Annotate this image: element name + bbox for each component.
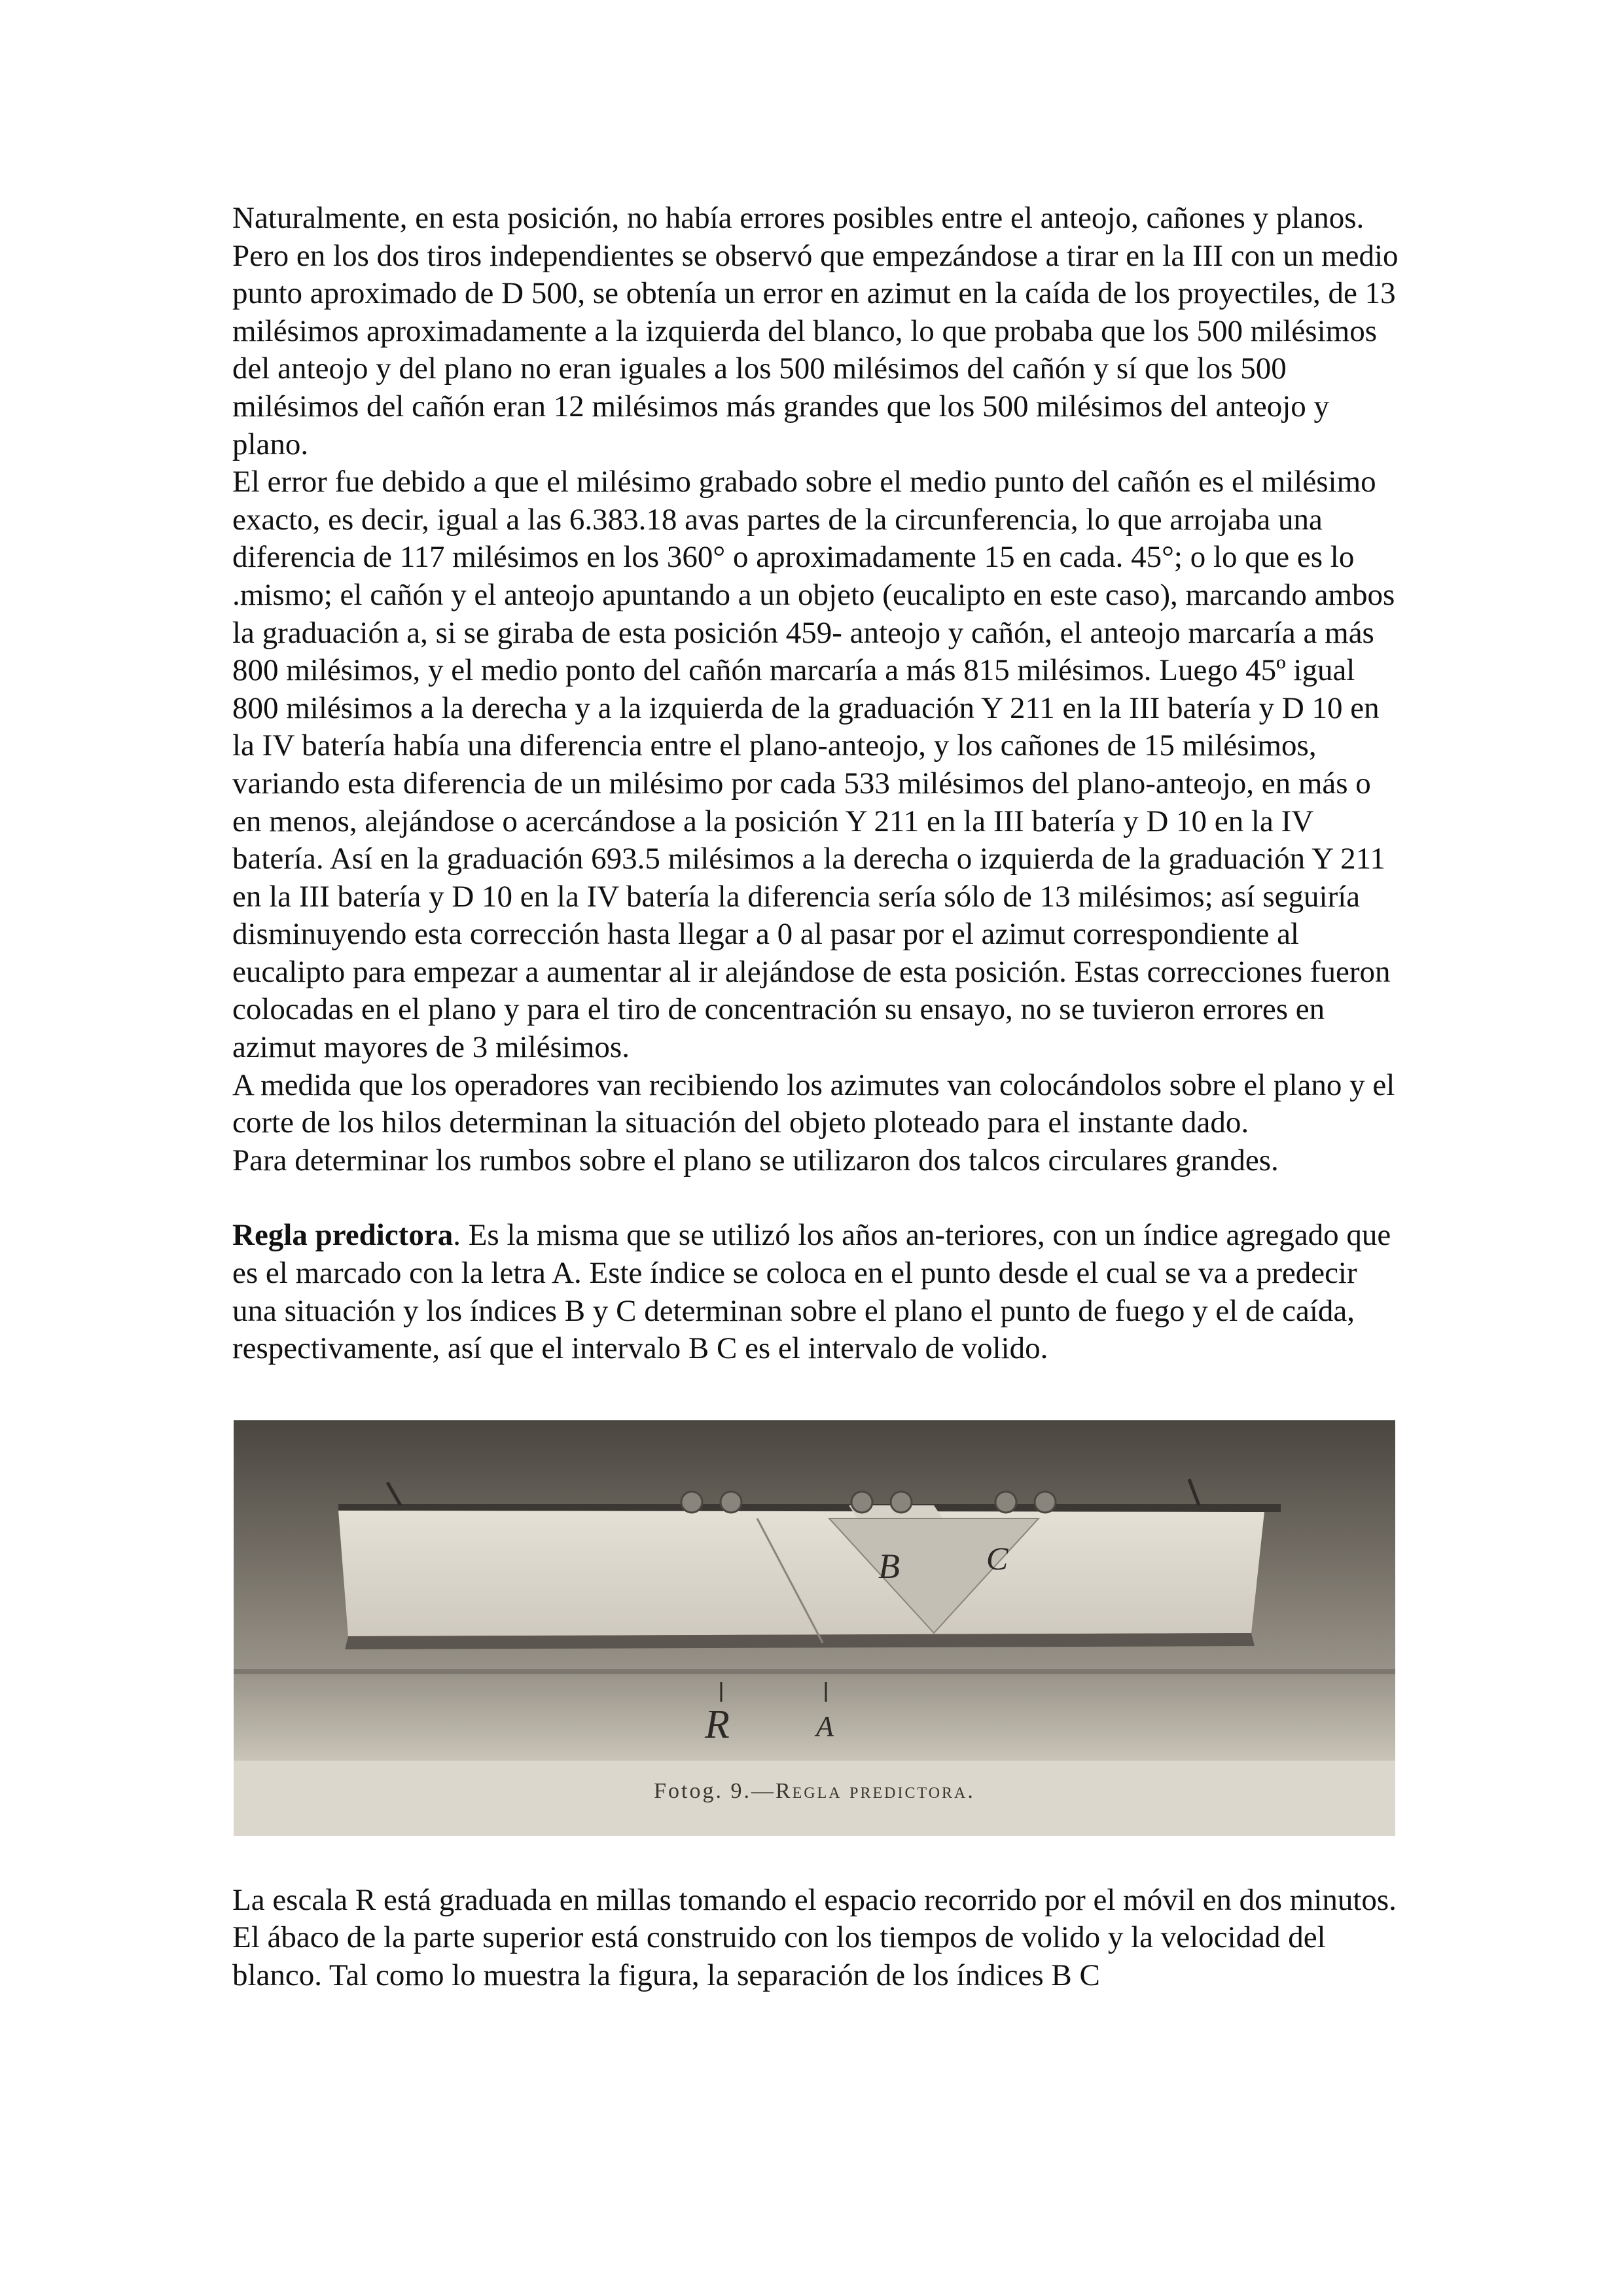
closing-paragraph: La escala R está graduada en millas tomando el espacio recorrido por el móvil en dos minutos. El ábaco de la parte superior está construido con los tiempos de volido y la velocidad del blanco. Tal como lo muestra la figura, la separación de los índices B C xyxy=(232,1882,1397,1992)
knob-2 xyxy=(721,1492,741,1513)
figure-letter-a: A xyxy=(816,1710,834,1742)
figure-caption xyxy=(234,1779,1395,1804)
document-page xyxy=(232,200,1407,1995)
ruler-body xyxy=(338,1511,1264,1636)
figure-letter-r: R xyxy=(705,1702,730,1747)
knob-5 xyxy=(995,1492,1016,1513)
figure-letter-c: C xyxy=(986,1539,1008,1577)
figure-letter-b: B xyxy=(878,1546,900,1586)
photo-illustration xyxy=(234,1420,1395,1836)
top-rail xyxy=(338,1504,1281,1512)
caption-title: Regla predictora. xyxy=(775,1778,975,1803)
photo-regla-predictora xyxy=(234,1420,1395,1836)
paragraph-3: A medida que los operadores van recibiendo los azimutes van colocándolos sobre el plano y el corte de los hilos determinan la situación del objeto ploteado para el instante dado. xyxy=(232,1067,1395,1140)
paragraph-gap xyxy=(232,1179,1407,1217)
caption-prefix: Fotog. 9.— xyxy=(654,1778,776,1803)
regla-text: . Es la misma que se utilizó los años an-teriores, con un índice agregado que es el marcado con la letra A. Este índice se coloca en el punto desde el cual se va a predecir una situación y los índices B y C determinan sobre el plano el punto de fuego y el de caída, respectivamente, así que el intervalo B C es el intervalo de volido. xyxy=(232,1218,1391,1366)
paragraph-2: El error fue debido a que el milésimo grabado sobre el medio punto del cañón es el milésimo exacto, es decir, igual a las 6.383.18 avas partes de la circunferencia, lo que arrojaba una diferencia de 117 milésimos en los 360° o aproximadamente 15 en cada. 45°; o lo que es lo .mismo; el cañón y el anteojo apuntando a un objeto (eucalipto en este caso), marcando ambos la graduación a, si se giraba de esta posición 459- anteojo y cañón, el anteojo marcaría a más 800 milésimos, y el medio ponto del cañón marcaría a más 815 milésimos. Luego 45º igual 800 milésimos a la derecha y a la izquierda de la graduación Y 211 en la III batería y D 10 en la IV batería había una diferencia entre el plano-anteojo, y los cañones de 15 milésimos, variando esta diferencia de un milésimo por cada 533 milésimos del plano-anteojo, en más o en menos, alejándose o acercándose a la posición Y 211 en la III batería y D 10 en la IV batería. Así en la graduación 693.5 milésimos a la derecha o izquierda de la graduación Y 211 en la III batería y D 10 en la IV batería la diferencia sería sólo de 13 milésimos; así seguiría disminuyendo esta corrección hasta llegar a 0 al pasar por el azimut correspondiente al eucalipto para empezar a aumentar al ir alejándose de esta posición. Estas correcciones fueron colocadas en el plano y para el tiro de concentración su ensayo, no se tuvieron errores en azimut mayores de 3 milésimos. xyxy=(232,465,1395,1065)
regla-paragraph xyxy=(232,1217,1407,1367)
knob-1 xyxy=(681,1492,702,1513)
base-line xyxy=(234,1669,1395,1674)
knob-4 xyxy=(891,1492,912,1513)
knob-3 xyxy=(851,1492,872,1513)
paragraph-1: Naturalmente, en esta posición, no había errores posibles entre el anteojo, cañones y planos. Pero en los dos tiros independientes se observó que empezándose a tirar en la III con un medio punto aproximado de D 500, se obtenía un error en azimut en la caída de los proyectiles, de 13 milésimos aproximadamente a la izquierda del blanco, lo que probaba que los 500 milésimos del anteojo y del plano no eran iguales a los 500 milésimos del cañón y sí que los 500 milésimos del cañón eran 12 milésimos más grandes que los 500 milésimos del anteojo y plano. xyxy=(232,201,1399,461)
paragraph-4: Para determinar los rumbos sobre el plano se utilizaron dos talcos circulares grandes. xyxy=(232,1143,1279,1177)
knob-6 xyxy=(1035,1492,1056,1513)
regla-heading: Regla predictora xyxy=(232,1218,454,1253)
